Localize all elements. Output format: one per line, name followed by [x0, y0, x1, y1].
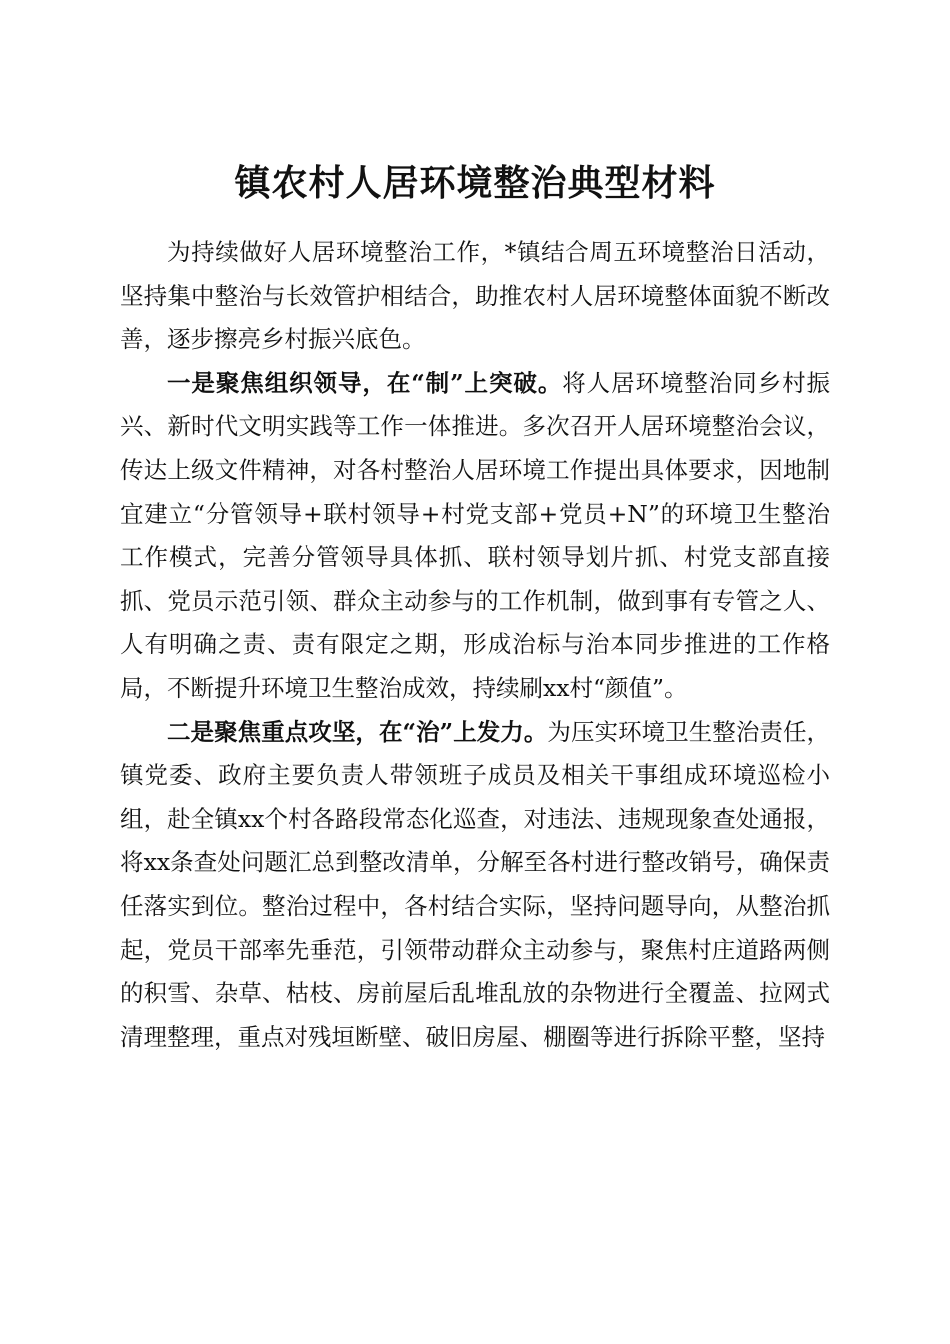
document-title: 镇农村人居环境整治典型材料 [234, 162, 716, 205]
document-body [120, 231, 830, 1059]
intro-paragraph: 为持续做好人居环境整治工作，*镇结合周五环境整治日活动，坚持集中整治与长效管护相结合，助推农村人居环境整体面貌不断改善，逐步擦亮乡村振兴底色。 [120, 238, 830, 354]
section-paragraph-1 [120, 362, 830, 711]
section-paragraph-2 [120, 711, 830, 1060]
section-1-lead: 一是聚焦组织领导，在“制”上突破。 [167, 368, 563, 397]
section-2-lead: 二是聚焦重点攻坚，在“治”上发力。 [167, 717, 548, 746]
section-1-body: 将人居环境整治同乡村振兴、新时代文明实践等工作一体推进。多次召开人居环境整治会议，传达上级文件精神，对各村整治人居环境工作提出具体要求，因地制宜建立“分管领导+联村领导+村党支部+党员+N”的环境卫生整治工作模式，完善分管领导具体抓、联村领导划片抓、村党支部直接抓、党员示范引领、群众主动参与的工作机制，做到事有专管之人、人有明确之责、责有限定之期，形成治标与治本同步推进的工作格局，不断提升环境卫生整治成效，持续刷xx村“颜值”。 [120, 368, 830, 702]
section-2-body: 为压实环境卫生整治责任，镇党委、政府主要负责人带领班子成员及相关干事组成环境巡检小组，赴全镇xx个村各路段常态化巡查，对违法、违规现象查处通报，将xx条查处问题汇总到整改清单，分解至各村进行整改销号，确保责任落实到位。整治过程中，各村结合实际，坚持问题导向，从整治抓起，党员干部率先垂范，引领带动群众主动参与，聚焦村庄道路两侧的积雪、杂草、枯枝、房前屋后乱堆乱放的杂物进行全覆盖、拉网式清理整理，重点对残垣断壁、破旧房屋、棚圈等进行拆除平整，坚持 [120, 717, 830, 1051]
